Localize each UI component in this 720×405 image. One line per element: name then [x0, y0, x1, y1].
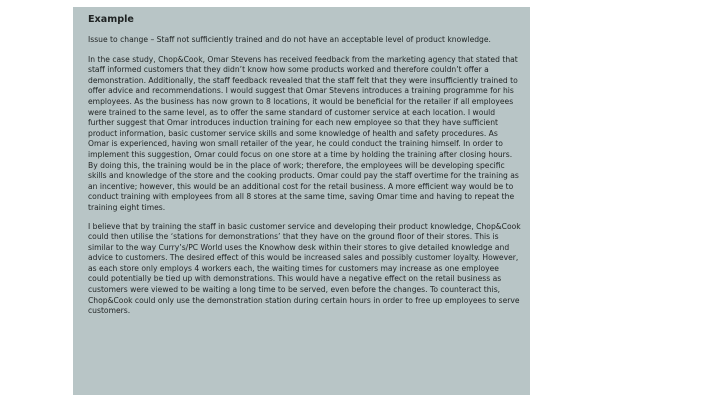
- example-panel: [73, 7, 530, 395]
- document-title: Example: [88, 14, 134, 25]
- paragraph-benefits: I believe that by training the staff in basic customer service and developing their product knowledge, Chop&Cook could then utilise the ‘stations for demonstrations’ that they have on the ground floor of their stores. This is similar to the way Curry’s/PC World uses the Knowhow desk within their stores to give detailed knowledge and advice to customers. The desired effect of this would be increased sales and possibly customer loyalty. However, as each store only employs 4 workers each, the waiting times for customers may increase as one employee could potentially be tied up with demonstrations. This would have a negative effect on the retail business as customers were viewed to be waiting a long time to be served, even before the changes. To counteract this, Chop&Cook could only use the demonstration station during certain hours in order to free up employees to serve customers.: [88, 221, 521, 316]
- issue-statement: Issue to change – Staff not sufficiently trained and do not have an acceptable level of product knowledge.: [88, 35, 491, 44]
- paragraph-training-suggestion: In the case study, Chop&Cook, Omar Stevens has received feedback from the marketing agency that stated that staff informed customers that they didn’t know how some products worked and therefore couldn’t offer a demonstration. Additionally, the staff feedback revealed that the staff felt that they were insufficiently trained to offer advice and recommendations. I would suggest that Omar Stevens introduces a training programme for his employees. As the business has now grown to 8 locations, it would be beneficial for the retailer if all employees were trained to the same level, as to offer the same standard of customer service at each location. I would further suggest that Omar introduces induction training for each new employee so that they have sufficient product information, basic customer service skills and some knowledge of health and safety procedures. As Omar is experienced, having won small retailer of the year, he could conduct the training himself. In order to implement this suggestion, Omar could focus on one store at a time by holding the training after closing hours. By doing this, the training would be in the place of work; therefore, the employees will be developing specific skills and knowledge of the store and the cooking products. Omar could pay the staff overtime for the training as an incentive; however, this would be an additional cost for the retail business. A more efficient way would be to conduct training with employees from all 8 stores at the same time, saving Omar time and having to repeat the training eight times.: [88, 54, 519, 212]
